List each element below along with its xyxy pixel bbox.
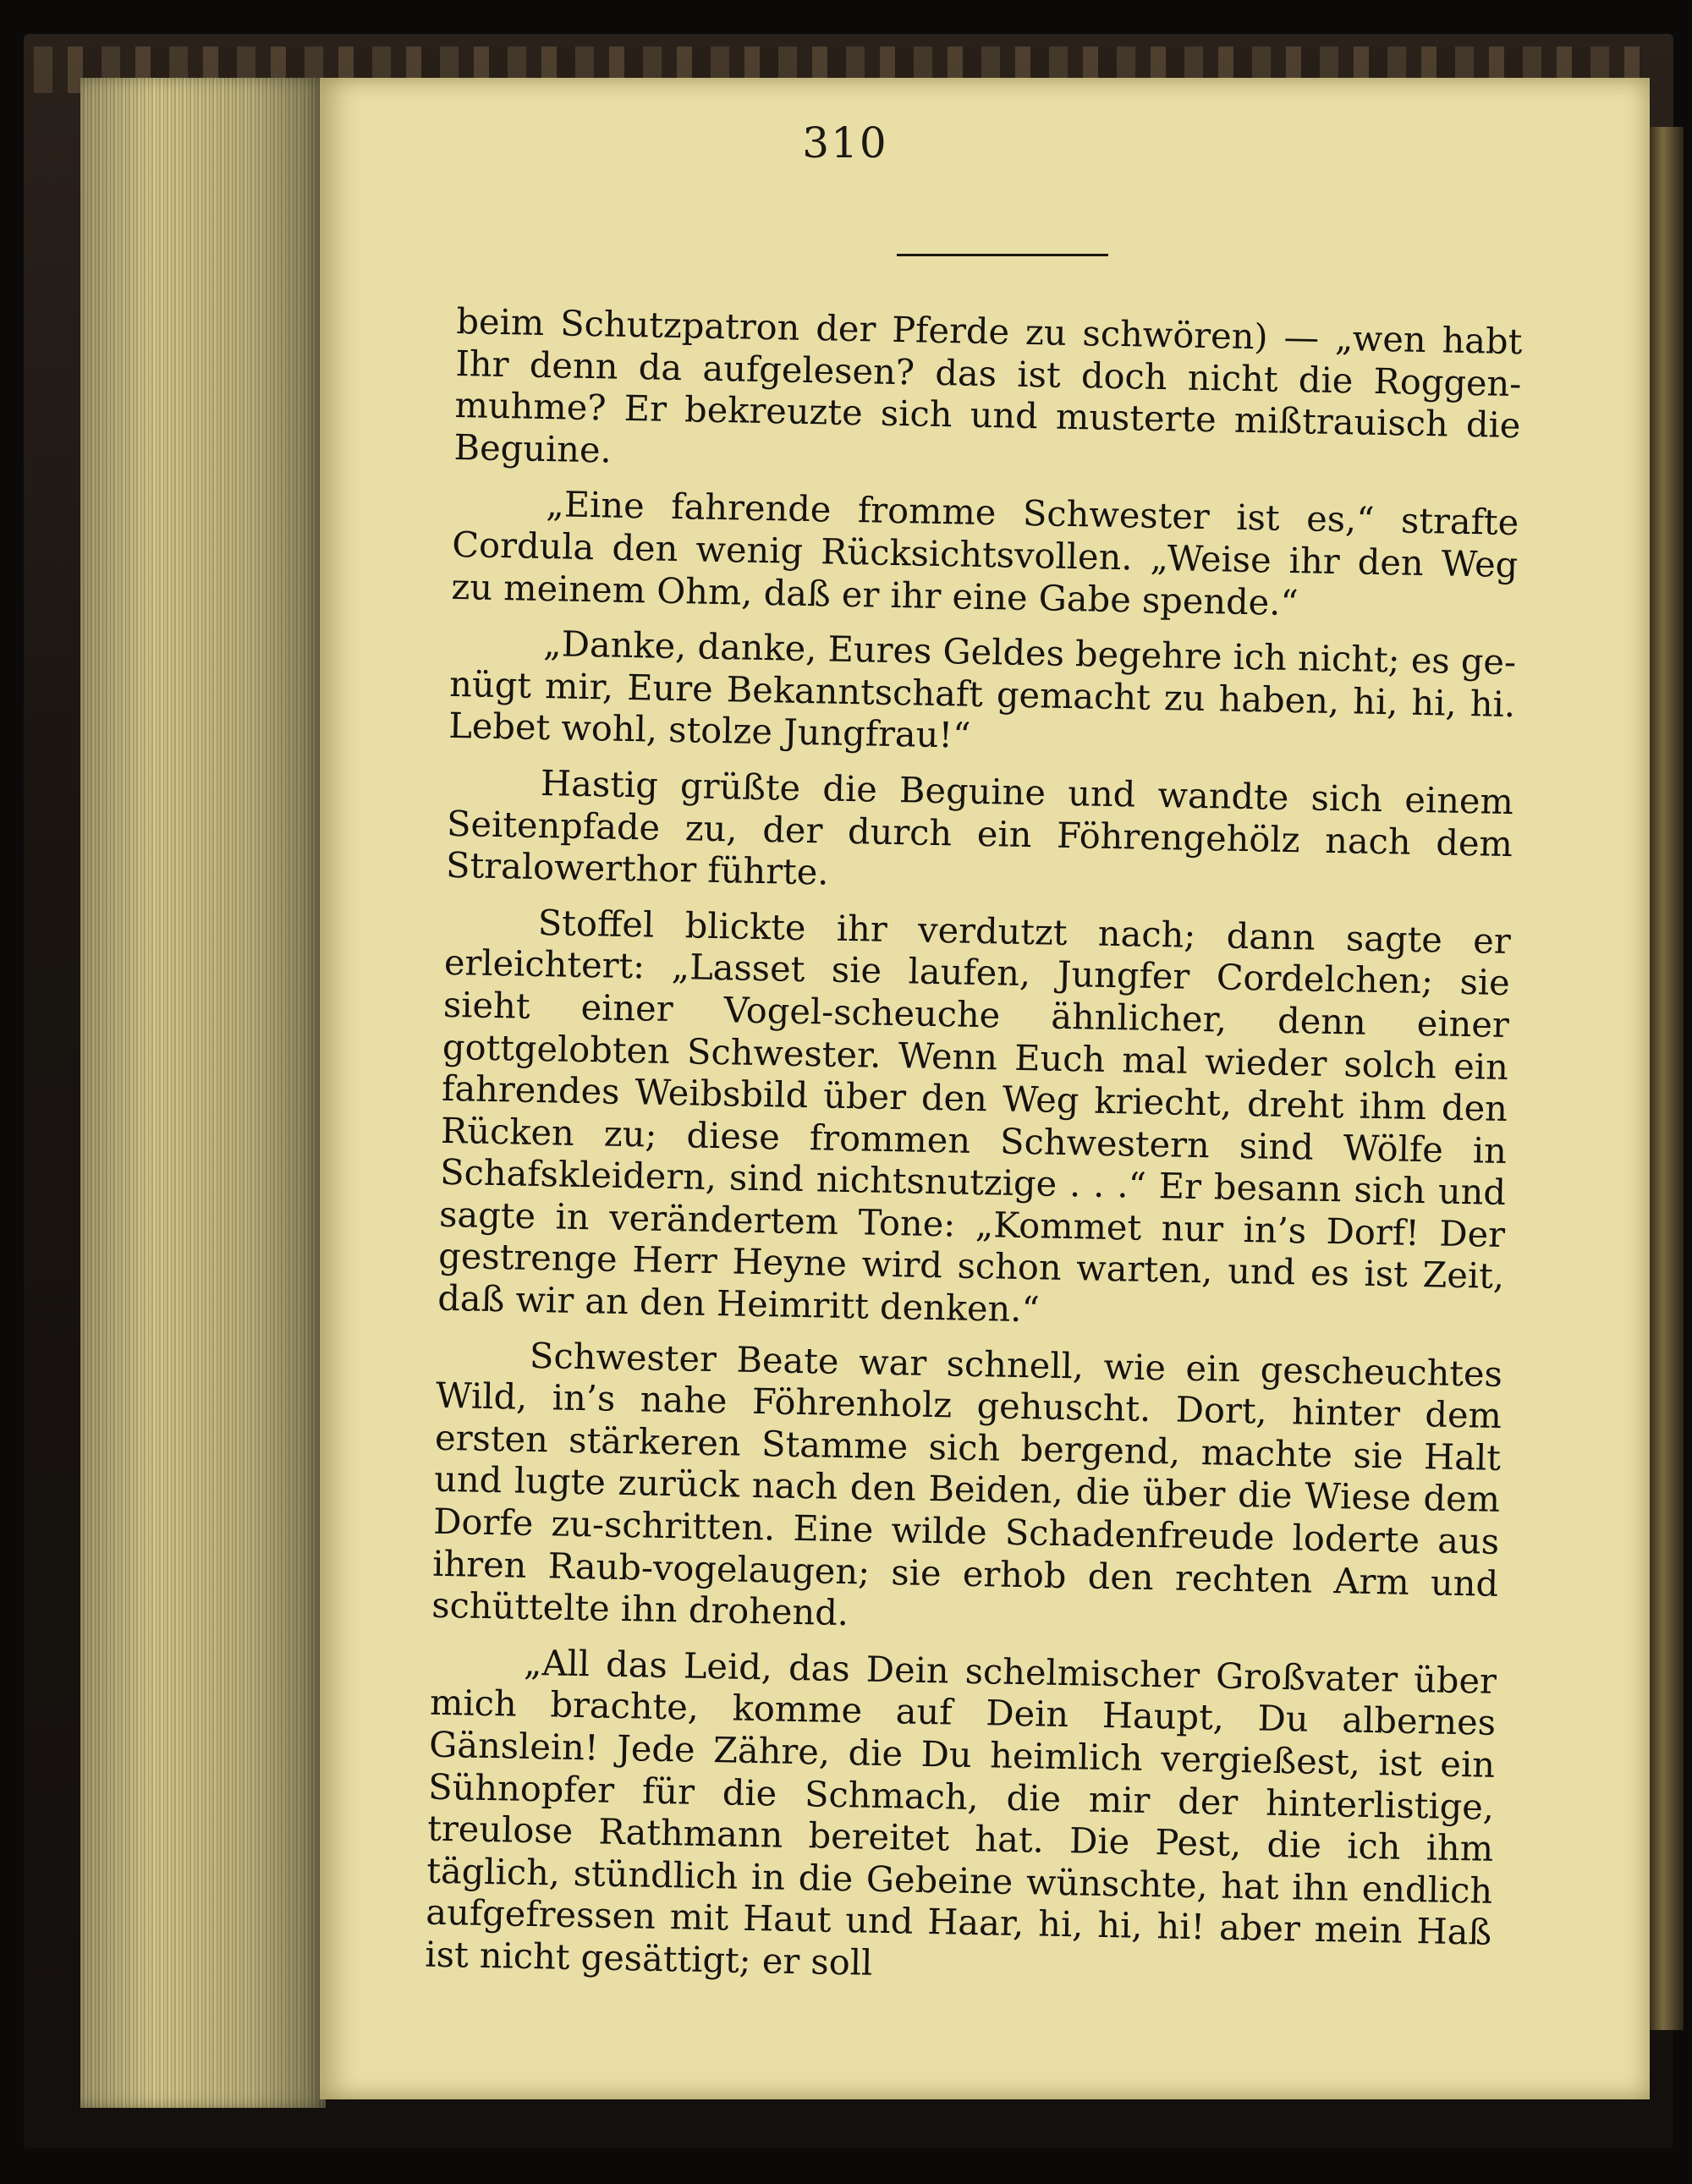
paragraph-3: „Danke, danke, Eures Geldes begehre ich nicht; es ge-nügt mir, Eure Bekanntschaft gemacht zu haben, hi, hi, hi. Lebet wohl, stolze Jungfrau!“ (448, 623, 1517, 757)
paragraph-5: Stoffel blickte ihr verdutzt nach; dann sagte er erleichtert: „Lasset sie laufen, Jungfer Cordelchen; sie sieht einer Vogel-scheuche ähnlicher, denn einer gottgelobten Schwester. Wenn Euch mal wieder solch ein fahrendes Weibsbild über den Weg kriecht, dreht ihm den Rücken zu; diese frommen Schwestern sind Wölfe in Schafskleidern, sind nichtsnutzige . . .“ Er besann sich und sagte in verändertem Tone: „Kommet nur in’s Dorf! Der gestrenge Herr Heyne wird schon warten, und es ist Zeit, daß wir an den Heimritt denken.“ (437, 901, 1512, 1331)
page-body (424, 300, 1523, 1984)
paragraph-1: beim Schutzpatron der Pferde zu schwören) — „wen habt Ihr denn da aufgelesen? das ist doch nicht die Roggen-muhme? Er bekreuzte sich und musterte mißtrauisch die Beguine. (453, 300, 1523, 471)
page-number-text: 310 (802, 118, 888, 167)
paragraph-2: „Eine fahrende fromme Schwester ist es,“ strafte Cordula den wenig Rücksichtsvollen. „Weise ihr den Weg zu meinem Ohm, daß er ihr eine Gabe spende.“ (451, 483, 1519, 623)
page-number-rule (897, 254, 1108, 256)
page-edges-shadow (80, 78, 326, 2108)
opposite-page-edge (1650, 127, 1684, 2030)
paragraph-7: „All das Leid, das Dein schelmischer Großvater über mich brachte, komme auf Dein Haupt, Du albernes Gänslein! Jede Zähre, die Du heimlich vergießest, ist ein Sühnopfer für die Schmach, die mir der hinterlistige, treulose Rathmann bereitet hat. Die Pest, die ich ihm täglich, stündlich in die Gebeine wünschte, hat ihn endlich aufgefressen mit Haut und Haar, hi, hi, hi! aber mein Haß ist nicht gesättigt; er soll (424, 1641, 1497, 1984)
paragraph-4: Hastig grüßte die Beguine und wandte sich einem Seitenpfade zu, der durch ein Föhrengehölz nach dem Stralowerthor führte. (445, 761, 1514, 893)
paragraph-6: Schwester Beate war schnell, wie ein gescheuchtes Wild, in’s nahe Föhrenholz gehuscht. Dort, hinter dem ersten stärkeren Stamme sich bergend, machte sie Halt und lugte zurück nach den Beiden, die über die Wiese dem Dorfe zu-schritten. Eine wilde Schadenfreude loderte aus ihren Raub-vogelaugen; sie erhob den rechten Arm und schüttelte ihn drohend. (431, 1334, 1503, 1634)
page-number (0, 118, 1692, 167)
